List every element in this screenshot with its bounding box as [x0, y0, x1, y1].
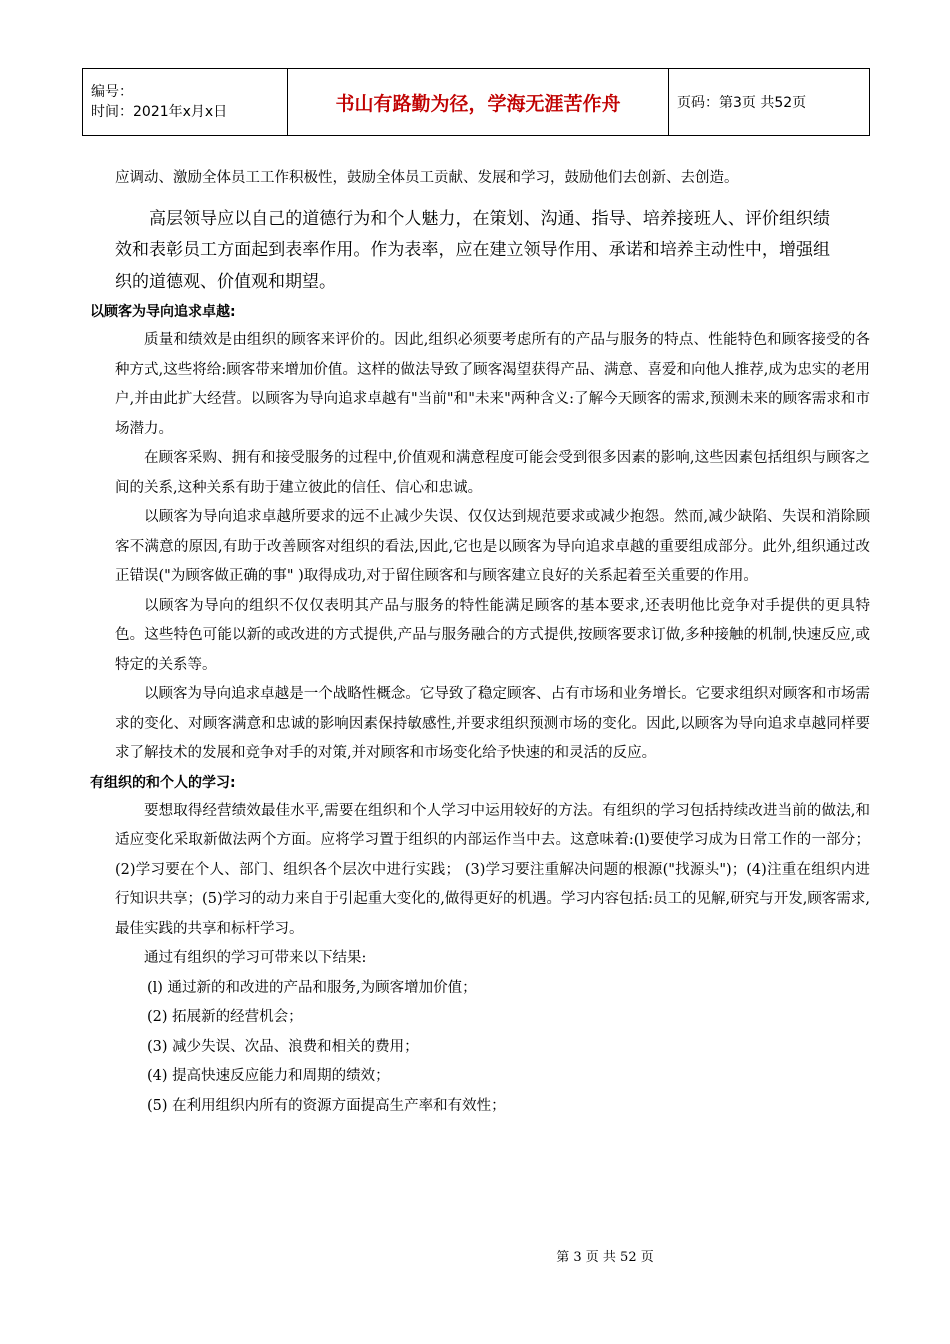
paragraph: 要想取得经营绩效最佳水平,需要在组织和个人学习中运用较好的方法。有组织的学习包括持续改进当前的做法,和适应变化采取新做法两个方面。应将学习置于组织的内部运作当中去。这意味着:(l)要使学习成为日常工作的一部分；(2)学习要在个人、部门、组织各个层次中进行实践； (3)学习要注重解决问题的根源("找源头")；(4)注重在组织内进行知识共享；(5)学习的动力来自于引起重大变化的,做得更好的机遇。学习内容包括:员工的见解,研究与开发,顾客需求,最佳实践的共享和标杆学习。 — [115, 802, 870, 937]
paragraph: 质量和绩效是由组织的顾客来评价的。因此,组织必须要考虑所有的产品与服务的特点、性能特色和顾客接受的各种方式,这些将给:顾客带来增加价值。这样的做法导致了顾客渴望获得产品、满意、喜爱和向他人推荐,成为忠实的老用户,并由此扩大经营。以顾客为导向追求卓越有"当前"和"未来"两种含义:了解今天顾客的需求,预测未来的顾客需求和市场潜力。 — [115, 332, 870, 437]
document-number-label: 编号： — [91, 84, 133, 100]
document-body — [90, 164, 870, 1121]
section-heading-customer: 以顾客为导向追求卓越: — [90, 304, 236, 320]
paragraph: 以顾客为导向追求卓越是一个战略性概念。它导致了稳定顾客、占有市场和业务增长。它要求组织对顾客和市场需求的变化、对顾客满意和忠诚的影响因素保持敏感性,并要求组织预测市场的变化。因此,以顾客为导向追求卓越同样要求了解技术的发展和竞争对手的对策,并对顾客和市场变化给予快速的和灵活的反应。 — [115, 686, 870, 761]
paragraph: 通过有组织的学习可带来以下结果: — [144, 950, 367, 966]
section-heading-learning: 有组织的和个人的学习: — [90, 774, 236, 791]
paragraph: 以顾客为导向追求卓越所要求的远不止减少失误、仅仅达到规范要求或减少抱怨。然而,减少缺陷、失误和消除顾客不满意的原因,有助于改善顾客对组织的看法,因此,它也是以顾客为导向追求卓越的重要组成部分。此外,组织通过改正错误("为顾客做正确的事" )取得成功,对于留住顾客和与顾客建立良好的关系起着至关重要的作用。 — [115, 509, 870, 584]
paragraph: 以顾客为导向的组织不仅仅表明其产品与服务的特性能满足顾客的基本要求,还表明他比竞争对手提供的更具特色。这些特色可能以新的或改进的方式提供,产品与服务融合的方式提供,按顾客要求订做,多种接触的机制,快速反应,或特定的关系等。 — [115, 597, 870, 673]
page-header — [82, 68, 870, 136]
header-meta — [83, 69, 288, 136]
page-footer: 第 3 页 共 52 页 — [556, 1250, 654, 1265]
list-item: (4) 提高快速反应能力和周期的绩效； — [147, 1068, 390, 1084]
list-item: (2) 拓展新的经营机会； — [147, 1009, 303, 1025]
list-item: (5) 在利用组织内所有的资源方面提高生产率和有效性； — [147, 1097, 506, 1114]
list-item: (3) 减少失误、次品、浪费和相关的费用； — [147, 1038, 419, 1055]
header-motto: 书山有路勤为径，学海无涯苦作舟 — [288, 69, 669, 136]
document-date: 时间：2021年x月x日 — [91, 104, 228, 120]
header-page-info: 页码：第3页 共52页 — [669, 69, 870, 136]
paragraph-leadership: 高层领导应以自己的道德行为和个人魅力，在策划、沟通、指导、培养接班人、评价组织绩效和表彰员工方面起到表率作用。作为表率，应在建立领导作用、承诺和培养主动性中，增强组织的道德观、价值观和期望。 — [115, 208, 830, 292]
paragraph-intro: 应调动、激励全体员工工作积极性，鼓励全体员工贡献、发展和学习，鼓励他们去创新、去创造。 — [115, 170, 739, 186]
paragraph: 在顾客采购、拥有和接受服务的过程中,价值观和满意程度可能会受到很多因素的影响,这些因素包括组织与顾客之间的关系,这种关系有助于建立彼此的信任、信心和忠诚。 — [115, 450, 870, 496]
list-item: (l) 通过新的和改进的产品和服务,为顾客增加价值； — [147, 979, 477, 996]
